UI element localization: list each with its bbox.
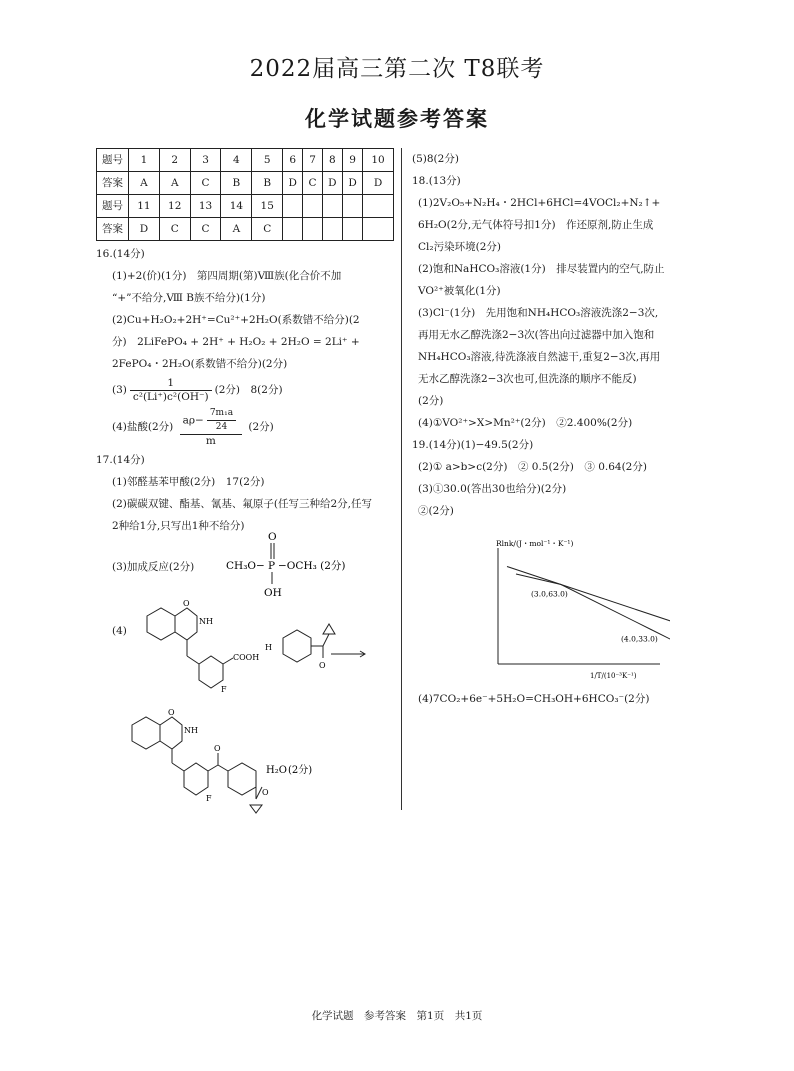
phthalazinone-ring (160, 717, 182, 749)
bond (172, 763, 184, 771)
piperazine-ring (283, 630, 311, 662)
q16-line-4 (96, 405, 396, 449)
y-axis-label: Rlnk/(J・mol⁻¹・K⁻¹) (496, 539, 574, 548)
q17-line: (1)邻醛基苯甲酸(2分) 17(2分) (112, 476, 265, 488)
table-cell: 1 (129, 149, 160, 172)
table-cell: 答案 (97, 218, 129, 241)
fraction (180, 407, 242, 448)
q18-line: (4)①VO²⁺>X>Mn²⁺(2分) ②2.400%(2分) (418, 417, 633, 429)
right-column (412, 148, 722, 522)
o-atom: O (262, 788, 269, 797)
q16-4-suffix: (2分) (248, 421, 274, 433)
o-atom: O (214, 744, 221, 753)
f-atom: F (221, 685, 227, 694)
q16-4-prefix: (4)盐酸(2分) (112, 421, 174, 433)
fluorobenzene-ring (199, 656, 223, 688)
table-cell: C (190, 172, 221, 195)
numerator-text: aρ− (182, 414, 204, 426)
inner-denominator: 24 (215, 421, 228, 432)
table-row (97, 218, 394, 241)
q19-line: (3)①30.0(答出30也给分)(2分) (418, 483, 567, 495)
table-cell: 7 (303, 149, 322, 172)
bond (323, 634, 329, 646)
q17-line: (2)碳碳双键、酯基、氰基、氟原子(任写三种给2分,任写 (112, 498, 372, 510)
o-atom: O (268, 531, 277, 543)
answer-table (96, 148, 394, 241)
q17-3-text: (3)加成反应(2分) (112, 561, 195, 573)
hn-group: H (265, 643, 272, 652)
cyclopropyl-ring (323, 624, 335, 634)
inner-fraction (207, 407, 236, 434)
fraction-denominator: c²(Li⁺)c²(OH⁻) (132, 390, 209, 403)
series-line-2 (516, 574, 670, 657)
water: H₂O (266, 765, 287, 776)
page-subtitle: 化学试题参考答案 (305, 106, 489, 131)
table-cell: 11 (129, 195, 160, 218)
table-cell: 4 (221, 149, 252, 172)
q19-line: (2)① a>b>c(2分) ② 0.5(2分) ③ 0.64(2分) (418, 461, 647, 473)
table-cell (322, 195, 342, 218)
q19-line: ②(2分) (418, 505, 454, 517)
x-axis-label: 1/T/(10⁻³K⁻¹) (590, 672, 637, 680)
page-title: 2022届高三第二次 T8联考 (249, 56, 545, 82)
table-cell: A (159, 172, 190, 195)
q18-line: NH₄HCO₃溶液,待洗涤液自然滤干,重复2−3次,再用 (418, 351, 661, 363)
table-cell (283, 218, 303, 241)
benzene-ring (132, 717, 160, 749)
table-cell (363, 195, 394, 218)
table-cell: 8 (322, 149, 342, 172)
q18-line: (1)2V₂O₅+N₂H₄・2HCl+6HCl=4VOCl₂+N₂↑+ (418, 197, 661, 209)
q18-head: 18.(13分) (412, 175, 461, 187)
q16-3-prefix: (3) (112, 384, 127, 396)
table-cell (342, 218, 362, 241)
table-cell: 6 (283, 149, 303, 172)
q18-line: (2)饱和NaHCO₃溶液(1分) 排尽装置内的空气,防止 (418, 263, 665, 275)
phosphate-structure (222, 530, 382, 600)
fraction-numerator (180, 407, 242, 435)
point-annotation: (4.0,33.0) (621, 634, 658, 644)
q18-line: 6H₂O(2分,无气体符号扣1分) 作还原剂,防止生成 (418, 219, 654, 231)
table-cell: C (159, 218, 190, 241)
q18-line: Cl₂污染环境(2分) (418, 241, 501, 253)
table-cell: D (283, 172, 303, 195)
table-cell (303, 218, 322, 241)
table-cell: D (129, 218, 160, 241)
column-divider (401, 148, 402, 810)
cyclopropyl-ring (250, 805, 262, 813)
inner-numerator: 7m₁a (207, 407, 236, 421)
table-cell: A (129, 172, 160, 195)
table-cell: B (221, 172, 252, 195)
table-cell (342, 195, 362, 218)
table-cell (283, 195, 303, 218)
table-cell: D (363, 172, 394, 195)
fraction-denominator: m (205, 434, 216, 447)
q16-line-3 (96, 375, 396, 405)
table-cell: 14 (221, 195, 252, 218)
nh-group: NH (184, 726, 198, 735)
formula-right: −OCH₃ (2分) (278, 560, 346, 572)
benzene-ring (147, 608, 175, 640)
q16-line: 分) 2LiFePO₄ + 2H⁺ + H₂O₂ + 2H₂O = 2Li⁺ + (112, 336, 360, 348)
reactant-structures (125, 596, 395, 696)
q19-4: (4)7CO₂+6e⁻+5H₂O=CH₃OH+6HCO₃⁻(2分) (418, 693, 650, 705)
q18-line: VO²⁺被氧化(1分) (418, 285, 501, 297)
q16-line: (2)Cu+H₂O₂+2H⁺=Cu²⁺+2H₂O(系数错不给分)(2 (112, 314, 360, 326)
table-cell: 2 (159, 149, 190, 172)
table-row (97, 195, 394, 218)
q16-line: (1)+2(价)(1分) 第四周期(第)Ⅷ族(化合价不加 (112, 270, 342, 282)
table-cell: A (221, 218, 252, 241)
q16-head: 16.(14分) (96, 248, 145, 260)
formula-left: CH₃O− (226, 560, 265, 572)
table-cell: C (303, 172, 322, 195)
table-cell: 15 (252, 195, 283, 218)
table-cell: B (252, 172, 283, 195)
product-structure (110, 705, 380, 815)
table-cell: 5 (252, 149, 283, 172)
q18-line: 无水乙醇洗涤2−3次也可,但洗涤的顺序不能反) (418, 373, 637, 385)
q17-head: 17.(14分) (96, 454, 145, 466)
fraction (130, 377, 212, 404)
f-atom: F (206, 794, 212, 803)
q18-line: 再用无水乙醇洗涤2−3次(答出向过滤器中加入饱和 (418, 329, 655, 341)
table-row (97, 149, 394, 172)
point-annotation: (3.0,63.0) (531, 589, 568, 599)
left-column (96, 148, 396, 537)
q18-line: (3)Cl⁻(1分) 先用饱和NH₄HCO₃溶液洗涤2−3次, (418, 307, 659, 319)
o-atom: O (183, 599, 190, 608)
table-cell: C (190, 218, 221, 241)
table-cell: 13 (190, 195, 221, 218)
page-footer: 化学试题 参考答案 第1页 共1页 (311, 1010, 483, 1022)
bond (218, 765, 228, 771)
fluorobenzene-ring (184, 763, 208, 795)
table-cell: 10 (363, 149, 394, 172)
q16-line: “+”不给分,Ⅷ B族不给分)(1分) (112, 292, 266, 304)
table-cell: 3 (190, 149, 221, 172)
arrhenius-chart (470, 538, 670, 688)
q19-head: 19.(14分)(1)−49.5(2分) (412, 439, 534, 451)
table-cell (363, 218, 394, 241)
table-cell: 题号 (97, 195, 129, 218)
table-cell (322, 218, 342, 241)
p-atom: P (268, 560, 276, 572)
o-atom: O (168, 708, 175, 717)
q18-line: (2分) (418, 395, 444, 407)
bond (187, 656, 199, 664)
table-cell (303, 195, 322, 218)
nh-group: NH (199, 617, 213, 626)
table-cell: 12 (159, 195, 190, 218)
table-cell: 题号 (97, 149, 129, 172)
bond (208, 765, 218, 771)
q16-line: 2FePO₄・2H₂O(系数错不给分)(2分) (112, 358, 288, 370)
phthalazinone-ring (175, 608, 197, 640)
bond (223, 658, 233, 664)
q17-line: 2种给1分,只写出1种不给分) (112, 520, 245, 532)
q17-4-label: (4) (112, 625, 127, 637)
piperazine-ring (228, 763, 256, 795)
oh-group: OH (264, 587, 282, 599)
table-row (97, 172, 394, 195)
table-cell: D (342, 172, 362, 195)
q16-3-suffix: (2分) 8(2分) (214, 384, 283, 396)
table-cell: D (322, 172, 342, 195)
table-cell: 答案 (97, 172, 129, 195)
q17-4-score: (2分) (288, 765, 313, 776)
o-atom: O (319, 661, 326, 670)
table-cell: C (252, 218, 283, 241)
cooh-group: COOH (233, 653, 260, 662)
q17-5: (5)8(2分) (412, 153, 459, 165)
table-cell: 9 (342, 149, 362, 172)
fraction-numerator: 1 (130, 377, 212, 391)
